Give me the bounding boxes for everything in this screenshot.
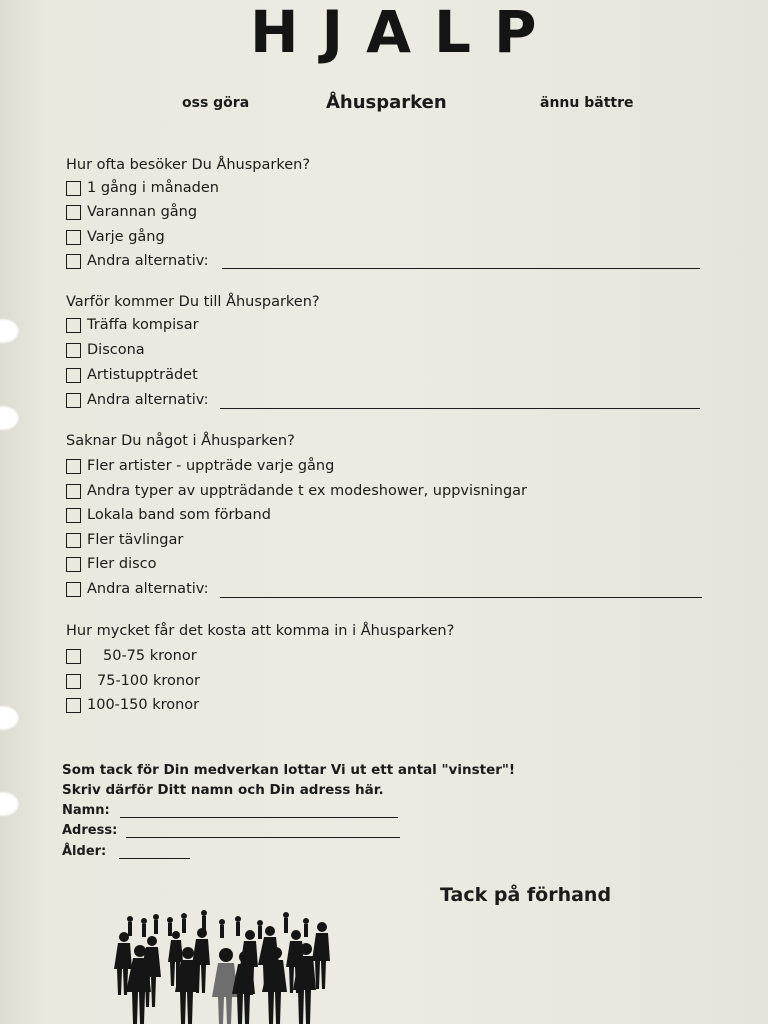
checkbox[interactable] [66, 254, 81, 269]
q2-option-other[interactable]: Andra alternativ: [66, 392, 208, 408]
q1-option-other[interactable]: Andra alternativ: [66, 253, 208, 269]
age-write-line[interactable] [119, 858, 190, 859]
q3-option[interactable]: Fler disco [66, 556, 157, 572]
name-write-line[interactable] [120, 817, 398, 818]
checkbox[interactable] [66, 484, 81, 499]
checkbox[interactable] [66, 582, 81, 597]
question-4: Hur mycket får det kosta att komma in i Åhusparken? [66, 623, 455, 639]
checkbox[interactable] [66, 393, 81, 408]
crowd-silhouette-illustration [110, 905, 340, 1024]
contest-line-2: Skriv därför Ditt namn och Din adress här. [62, 782, 384, 798]
contest-line-1: Som tack för Din medverkan lottar Vi ut ett antal "vinster"! [62, 762, 516, 778]
punch-hole [0, 405, 20, 431]
q3-other-write-line[interactable] [220, 597, 702, 598]
question-3: Saknar Du något i Åhusparken? [66, 433, 295, 449]
q4-option[interactable]: 100-150 kronor [66, 697, 199, 713]
page-title: HJALP [250, 0, 560, 66]
checkbox[interactable] [66, 318, 81, 333]
name-label: Namn: [62, 803, 110, 818]
q3-option[interactable]: Fler tävlingar [66, 532, 183, 548]
thanks-text: Tack på förhand [440, 884, 612, 906]
checkbox[interactable] [66, 230, 81, 245]
q1-option[interactable]: Varje gång [66, 229, 165, 245]
q4-option[interactable]: 50-75 kronor [66, 648, 197, 664]
checkbox[interactable] [66, 205, 81, 220]
q2-option[interactable]: Discona [66, 342, 145, 358]
q3-option[interactable]: Fler artister - uppträde varje gång [66, 458, 334, 474]
checkbox[interactable] [66, 508, 81, 523]
checkbox[interactable] [66, 181, 81, 196]
question-1: Hur ofta besöker Du Åhusparken? [66, 157, 311, 173]
address-write-line[interactable] [126, 837, 400, 838]
subtitle-right: ännu bättre [540, 95, 634, 111]
punch-hole [0, 791, 20, 817]
q3-option-other[interactable]: Andra alternativ: [66, 581, 208, 597]
subtitle-center: Åhusparken [326, 92, 447, 113]
q1-other-write-line[interactable] [222, 268, 700, 269]
checkbox[interactable] [66, 533, 81, 548]
q1-option[interactable]: Varannan gång [66, 204, 197, 220]
checkbox[interactable] [66, 649, 81, 664]
subtitle-left: oss göra [182, 95, 250, 111]
checkbox[interactable] [66, 674, 81, 689]
q3-option[interactable]: Andra typer av uppträdande t ex modeshower, uppvisningar [66, 483, 527, 499]
q4-option[interactable]: 75-100 kronor [66, 673, 200, 689]
checkbox[interactable] [66, 459, 81, 474]
q3-option[interactable]: Lokala band som förband [66, 507, 271, 523]
q2-option[interactable]: Artistuppträdet [66, 367, 198, 383]
checkbox[interactable] [66, 557, 81, 572]
q2-option[interactable]: Träffa kompisar [66, 317, 199, 333]
punch-hole [0, 318, 20, 344]
age-label: Ålder: [62, 844, 107, 859]
checkbox[interactable] [66, 698, 81, 713]
q2-other-write-line[interactable] [220, 408, 700, 409]
question-2: Varför kommer Du till Åhusparken? [66, 294, 320, 310]
checkbox[interactable] [66, 368, 81, 383]
address-label: Adress: [62, 823, 118, 838]
q1-option[interactable]: 1 gång i månaden [66, 180, 219, 196]
checkbox[interactable] [66, 343, 81, 358]
punch-hole [0, 705, 20, 731]
